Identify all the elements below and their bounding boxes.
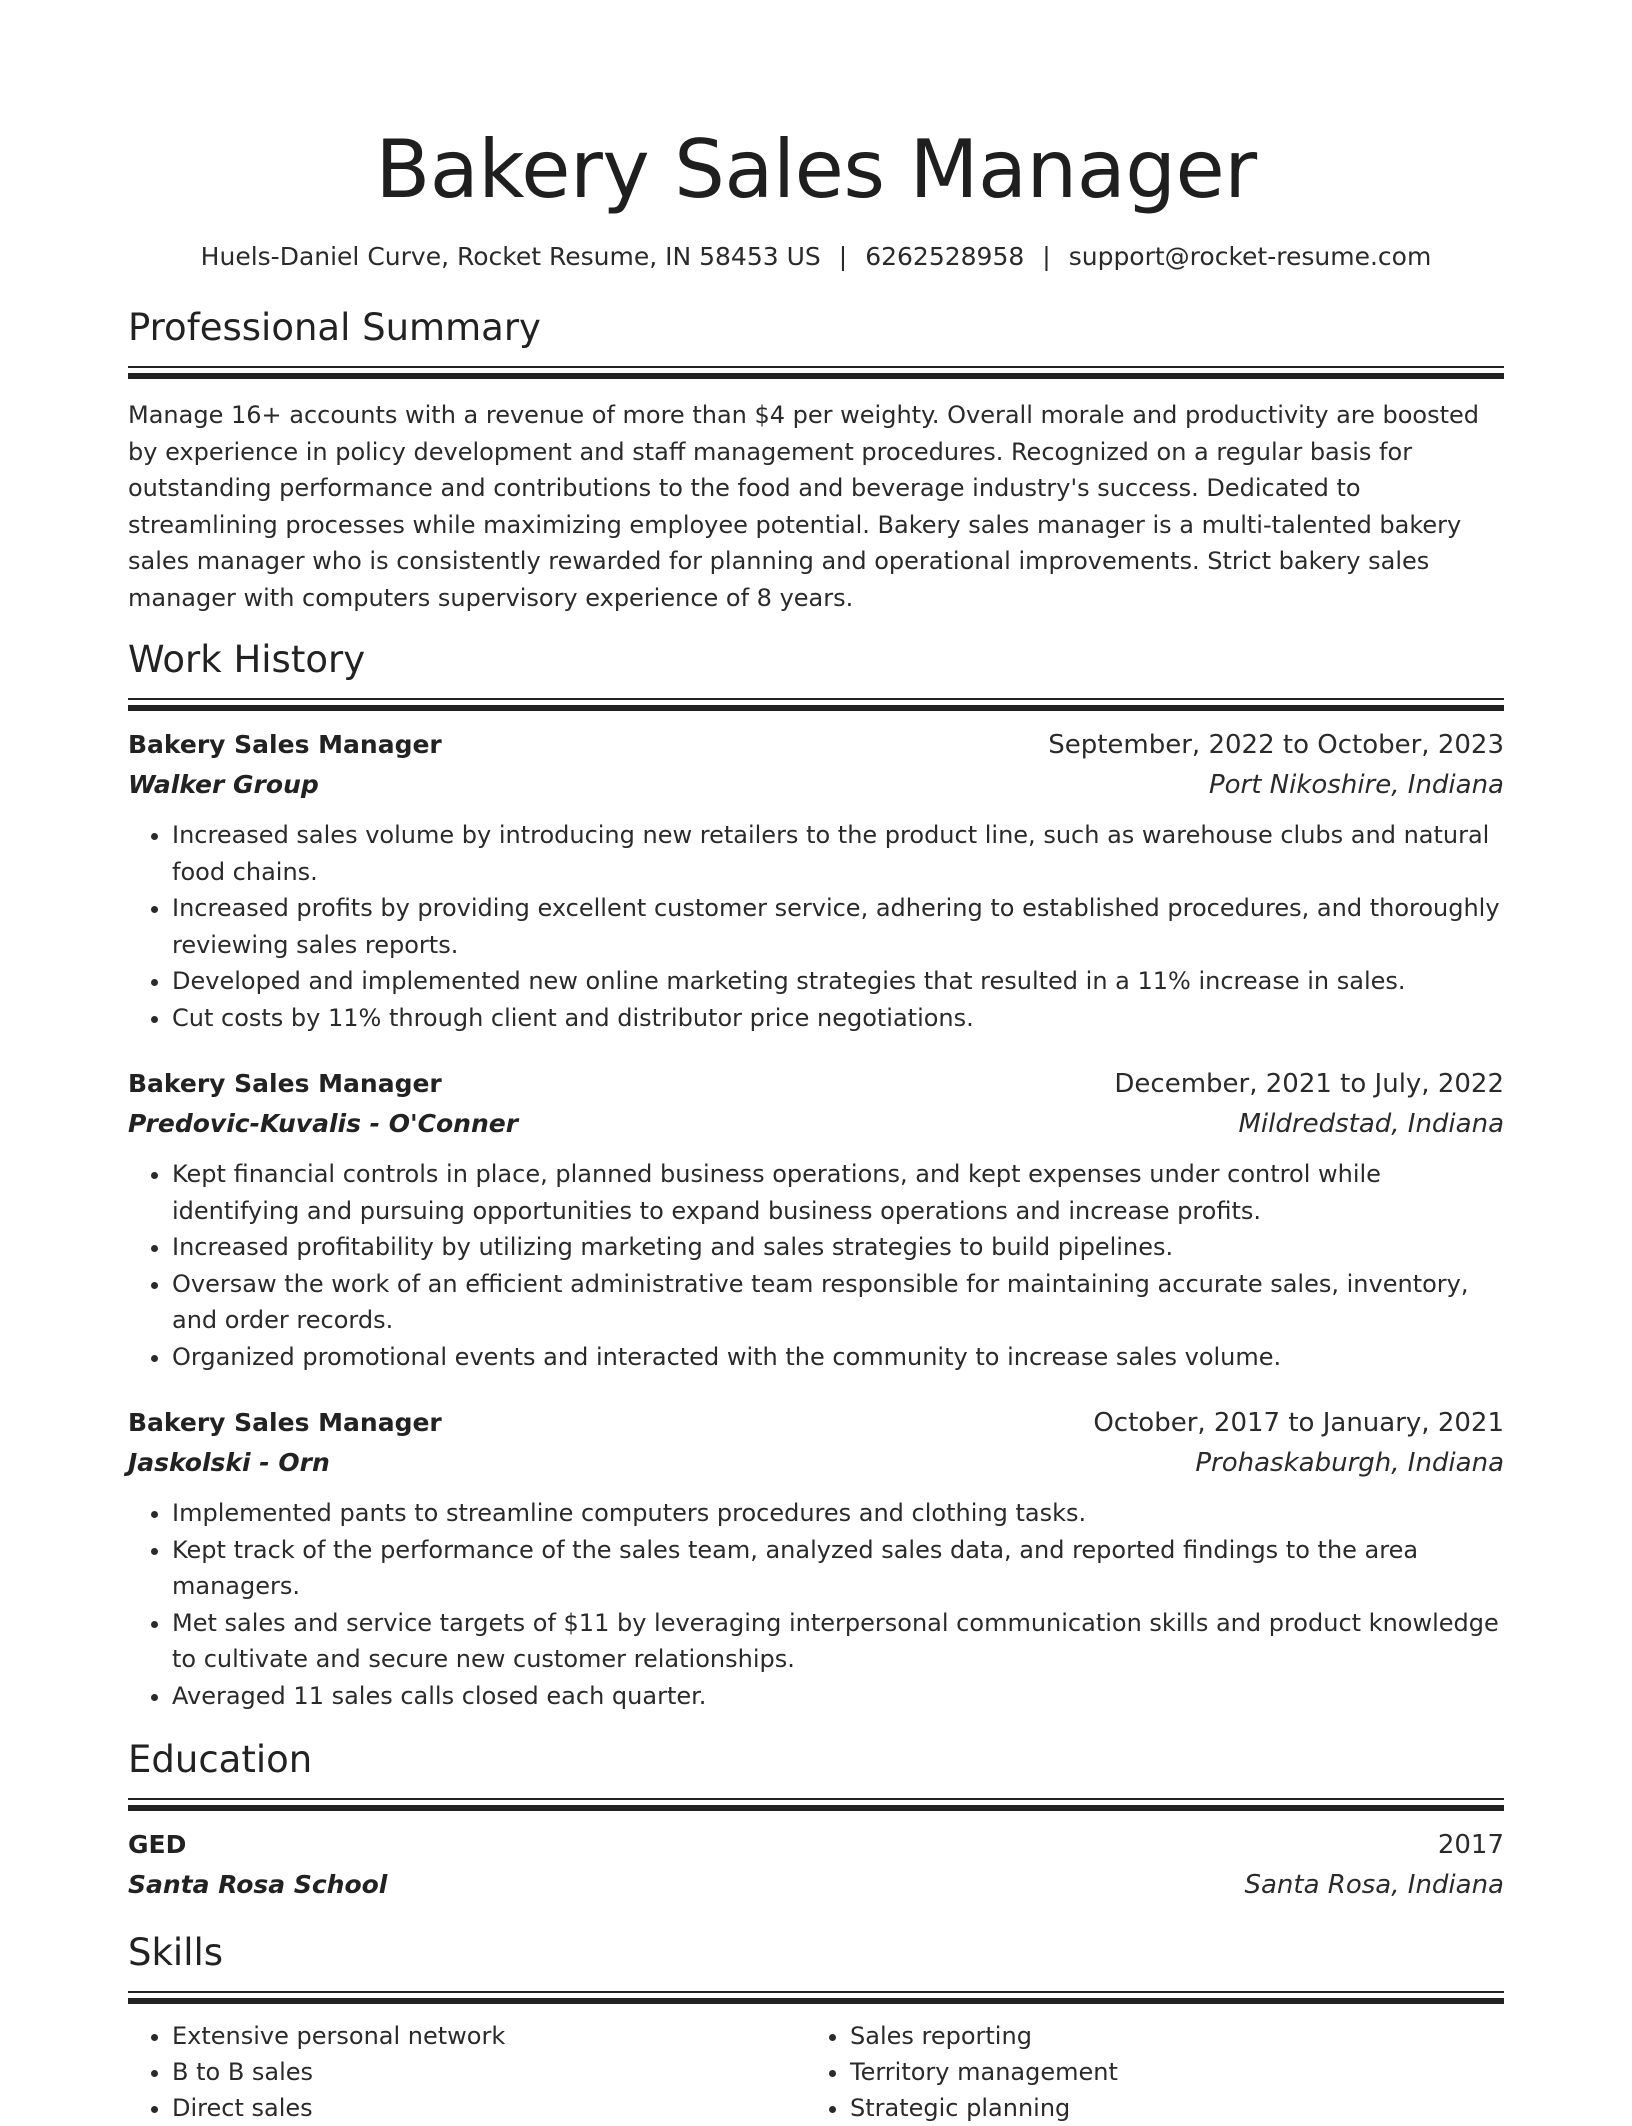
list-item: • Developed and implemented new online marketing strategies that resulted in a 11% increase in sales. <box>172 963 1504 1000</box>
education-year: 2017 <box>1437 1830 1504 1860</box>
list-item: • Strategic planning <box>850 2090 1484 2126</box>
education-school: Santa Rosa School <box>128 1870 388 1899</box>
contact-address: Huels-Daniel Curve, Rocket Resume, IN 58453 US <box>200 242 821 271</box>
list-item: • Implemented pants to streamline computers procedures and clothing tasks. <box>172 1495 1504 1532</box>
summary-heading: Professional Summary <box>128 306 541 349</box>
list-item: • Kept financial controls in place, planned business operations, and kept expenses under control while identifying and pursuing opportunities to expand business operations and increase profits. <box>172 1156 1504 1229</box>
education-section <box>128 1736 1504 1905</box>
job-company: Walker Group <box>128 770 319 799</box>
skills-columns <box>128 2004 1504 2126</box>
job-bullets <box>128 817 1504 1036</box>
section-rule <box>128 1991 1504 2004</box>
job-location: Port Nikoshire, Indiana <box>1208 770 1504 800</box>
job-bullets <box>128 1495 1504 1714</box>
list-item: • Extensive personal network <box>172 2018 806 2054</box>
work-history-heading: Work History <box>128 638 366 681</box>
section-rule <box>128 698 1504 711</box>
job-title: Bakery Sales Manager <box>128 730 442 759</box>
contact-line <box>128 240 1504 274</box>
job-entry <box>128 1064 1504 1375</box>
skills-section <box>128 1929 1504 2126</box>
contact-separator: | <box>838 242 848 271</box>
list-item: • Direct sales <box>172 2090 806 2126</box>
list-item: • Cut costs by 11% through client and distributor price negotiations. <box>172 1000 1504 1037</box>
job-dates: December, 2021 to July, 2022 <box>1114 1069 1504 1099</box>
list-item: • Increased profits by providing excellent customer service, adhering to established procedures, and thoroughly reviewing sales reports. <box>172 890 1504 963</box>
job-company: Jaskolski - Orn <box>128 1448 330 1477</box>
job-title: Bakery Sales Manager <box>128 1069 442 1098</box>
section-rule <box>128 1798 1504 1811</box>
resume-title: Bakery Sales Manager <box>375 123 1257 216</box>
summary-text: Manage 16+ accounts with a revenue of more than $4 per weighty. Overall morale and productivity are boosted by experience in policy development and staff management procedures. Recognized on a regular basis for outstanding performance and contributions to the food and beverage industry's success. Dedicated to streamlining processes while maximizing employee potential. Bakery sales manager is a multi-talented bakery sales manager who is consistently rewarded for planning and operational improvements. Strict bakery sales manager with computers supervisory experience of 8 years. <box>128 401 1480 612</box>
job-bullets <box>128 1156 1504 1375</box>
list-item: • B to B sales <box>172 2054 806 2090</box>
job-entry <box>128 725 1504 1036</box>
list-item: • Oversaw the work of an efficient administrative team responsible for maintaining accurate sales, inventory, and order records. <box>172 1266 1504 1339</box>
section-rule <box>128 366 1504 379</box>
contact-email: support@rocket-resume.com <box>1068 242 1432 271</box>
job-location: Prohaskaburgh, Indiana <box>1195 1448 1504 1478</box>
job-location: Mildredstad, Indiana <box>1238 1109 1504 1139</box>
list-item: • Met sales and service targets of $11 by leveraging interpersonal communication skills and product knowledge to cultivate and secure new customer relationships. <box>172 1605 1504 1678</box>
list-item: • Organized promotional events and interacted with the community to increase sales volume. <box>172 1339 1504 1376</box>
job-dates: September, 2022 to October, 2023 <box>1048 730 1504 760</box>
list-item: • Sales reporting <box>850 2018 1484 2054</box>
job-dates: October, 2017 to January, 2021 <box>1093 1408 1504 1438</box>
education-heading: Education <box>128 1738 313 1781</box>
skills-list-right <box>806 2018 1484 2126</box>
list-item: • Averaged 11 sales calls closed each quarter. <box>172 1678 1504 1715</box>
job-title: Bakery Sales Manager <box>128 1408 442 1437</box>
skills-list-left <box>128 2018 806 2126</box>
education-degree: GED <box>128 1830 187 1859</box>
list-item: • Increased sales volume by introducing new retailers to the product line, such as warehouse clubs and natural food chains. <box>172 817 1504 890</box>
list-item: • Kept track of the performance of the sales team, analyzed sales data, and reported findings to the area managers. <box>172 1532 1504 1605</box>
contact-separator: | <box>1042 242 1051 271</box>
job-entry <box>128 1403 1504 1714</box>
education-location: Santa Rosa, Indiana <box>1244 1870 1504 1900</box>
list-item: • Increased profitability by utilizing marketing and sales strategies to build pipelines. <box>172 1229 1504 1266</box>
skills-heading: Skills <box>128 1931 224 1974</box>
list-item: • Territory management <box>850 2054 1484 2090</box>
job-company: Predovic-Kuvalis - O'Conner <box>128 1109 519 1138</box>
work-history-section <box>128 636 1504 1714</box>
contact-phone: 6262528958 <box>865 242 1025 271</box>
summary-section <box>128 304 1504 616</box>
resume-page <box>128 0 1504 2126</box>
